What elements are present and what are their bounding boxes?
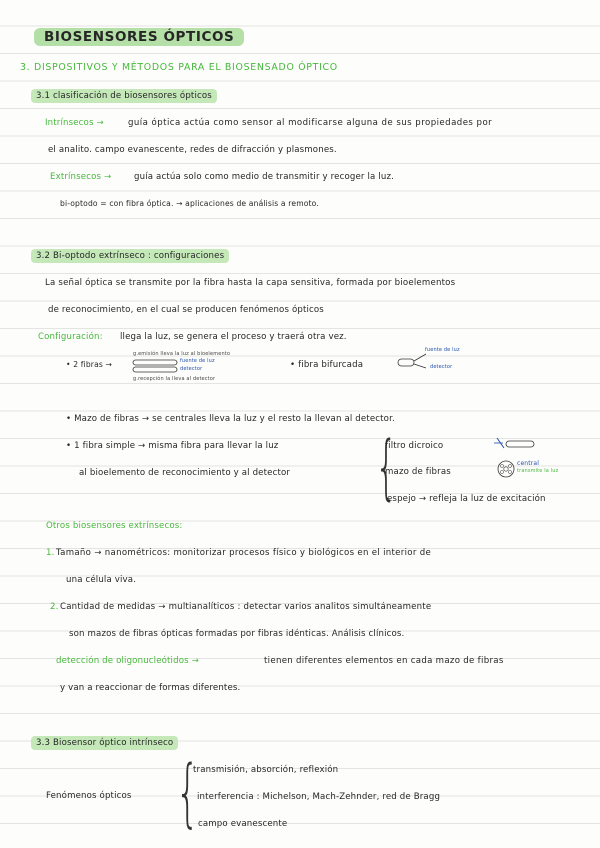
configuracion-label: Configuración:: [38, 332, 103, 342]
options-brace: {: [375, 426, 398, 508]
dos-fibras-fuente: fuente de luz: [180, 358, 215, 364]
item-1-number: 1.: [46, 548, 55, 558]
fenomeno-2: interferencia : Michelson, Mach-Zehnder, red de Bragg: [197, 792, 441, 802]
fenomenos-label: Fenómenos ópticos: [46, 791, 132, 801]
central-sub: transmite la luz: [517, 468, 559, 474]
fibra-bifurcada-label: • fibra bifurcada: [290, 360, 364, 370]
subsection-heading-3-2: 3.2 Bi-optodo extrínseco : configuraciones: [31, 249, 229, 263]
item-3-label: detección de oligonucleótidos →: [56, 656, 199, 666]
item-2-number: 2.: [50, 602, 59, 612]
item-2-line-2: son mazos de fibras ópticas formadas por fibras idénticas. Análisis clínicos.: [69, 629, 405, 639]
subsection-heading-3-3: 3.3 Biosensor óptico intrínseco: [31, 736, 178, 750]
intrinsecos-line-2: el analito. campo evanescente, redes de difracción y plasmones.: [48, 145, 337, 155]
bifurcada-detector: detector: [430, 364, 453, 370]
option-mazo-fibras: mazo de fibras: [385, 467, 451, 477]
extrinsecos-label: Extrínsecos →: [50, 172, 112, 182]
item-1-line-1: Tamaño → nanométricos: monitorizar procesos físico y biológicos en el interior de: [56, 548, 432, 558]
intrinsecos-label: Intrínsecos →: [45, 118, 104, 128]
mazo-fibras-sketch: [496, 459, 516, 479]
fenomenos-brace: {: [175, 750, 200, 836]
dos-fibras-diagram: [132, 358, 182, 376]
otros-heading: Otros biosensores extrínsecos:: [46, 521, 183, 531]
item-1-line-2: una célula viva.: [66, 575, 137, 585]
dos-fibras-emision-note: g.emisión lleva la luz al bioelemento: [133, 351, 231, 357]
dos-fibras-detector: detector: [180, 366, 203, 372]
mazo-fibras-text: • Mazo de fibras → se centrales lleva la luz y el resto la llevan al detector.: [66, 414, 395, 424]
configuracion-text: llega la luz, se genera el proceso y traerá otra vez.: [120, 332, 347, 342]
paragraph-3-2-line-2: de reconocimiento, en el cual se producen fenómenos ópticos: [48, 305, 324, 315]
paragraph-3-2-line-1: La señal óptica se transmite por la fibra hasta la capa sensitiva, formada por bioelementos: [45, 278, 456, 288]
intrinsecos-line-1: guía óptica actúa como sensor al modificarse alguna de sus propiedades por: [128, 118, 493, 128]
bifurcada-fuente: fuente de luz: [425, 347, 460, 353]
filtro-dicroico-sketch: [494, 436, 538, 450]
fenomeno-3: campo evanescente: [198, 819, 288, 829]
extrinsecos-line-1: guía actúa solo como medio de transmitir y recoger la luz.: [134, 172, 394, 182]
fenomeno-1: transmisión, absorción, reflexión: [193, 765, 339, 775]
fibra-simple-line-1: • 1 fibra simple → misma fibra para llevar la luz: [66, 441, 279, 451]
dos-fibras-recepcion-note: g.recepción la lleva al detector: [133, 376, 216, 382]
central-label: central: [517, 460, 540, 467]
item-3-line-1: tienen diferentes elementos en cada mazo de fibras: [264, 656, 504, 666]
item-3-line-2: y van a reaccionar de formas diferentes.: [60, 683, 241, 693]
section-heading: 3. DISPOSITIVOS Y MÉTODOS PARA EL BIOSENSADO ÓPTICO: [20, 62, 338, 73]
fibra-simple-line-2: al bioelemento de reconocimiento y al detector: [79, 468, 291, 478]
item-2-line-1: Cantidad de medidas → multianalíticos : detectar varios analitos simultáneamente: [60, 602, 432, 612]
subsection-heading-3-1: 3.1 clasificación de biosensores ópticos: [31, 89, 217, 103]
page-title: BIOSENSORES ÓPTICOS: [34, 28, 244, 46]
dos-fibras-label: • 2 fibras →: [66, 360, 113, 369]
extrinsecos-line-2: bi-optodo = con fibra óptica. → aplicaciones de análisis a remoto.: [60, 199, 319, 208]
fibra-bifurcada-diagram: [396, 352, 436, 374]
option-espejo: espejo → refleja la luz de excitación: [387, 494, 546, 504]
option-filtro-dicroico: filtro dicroico: [385, 441, 444, 451]
